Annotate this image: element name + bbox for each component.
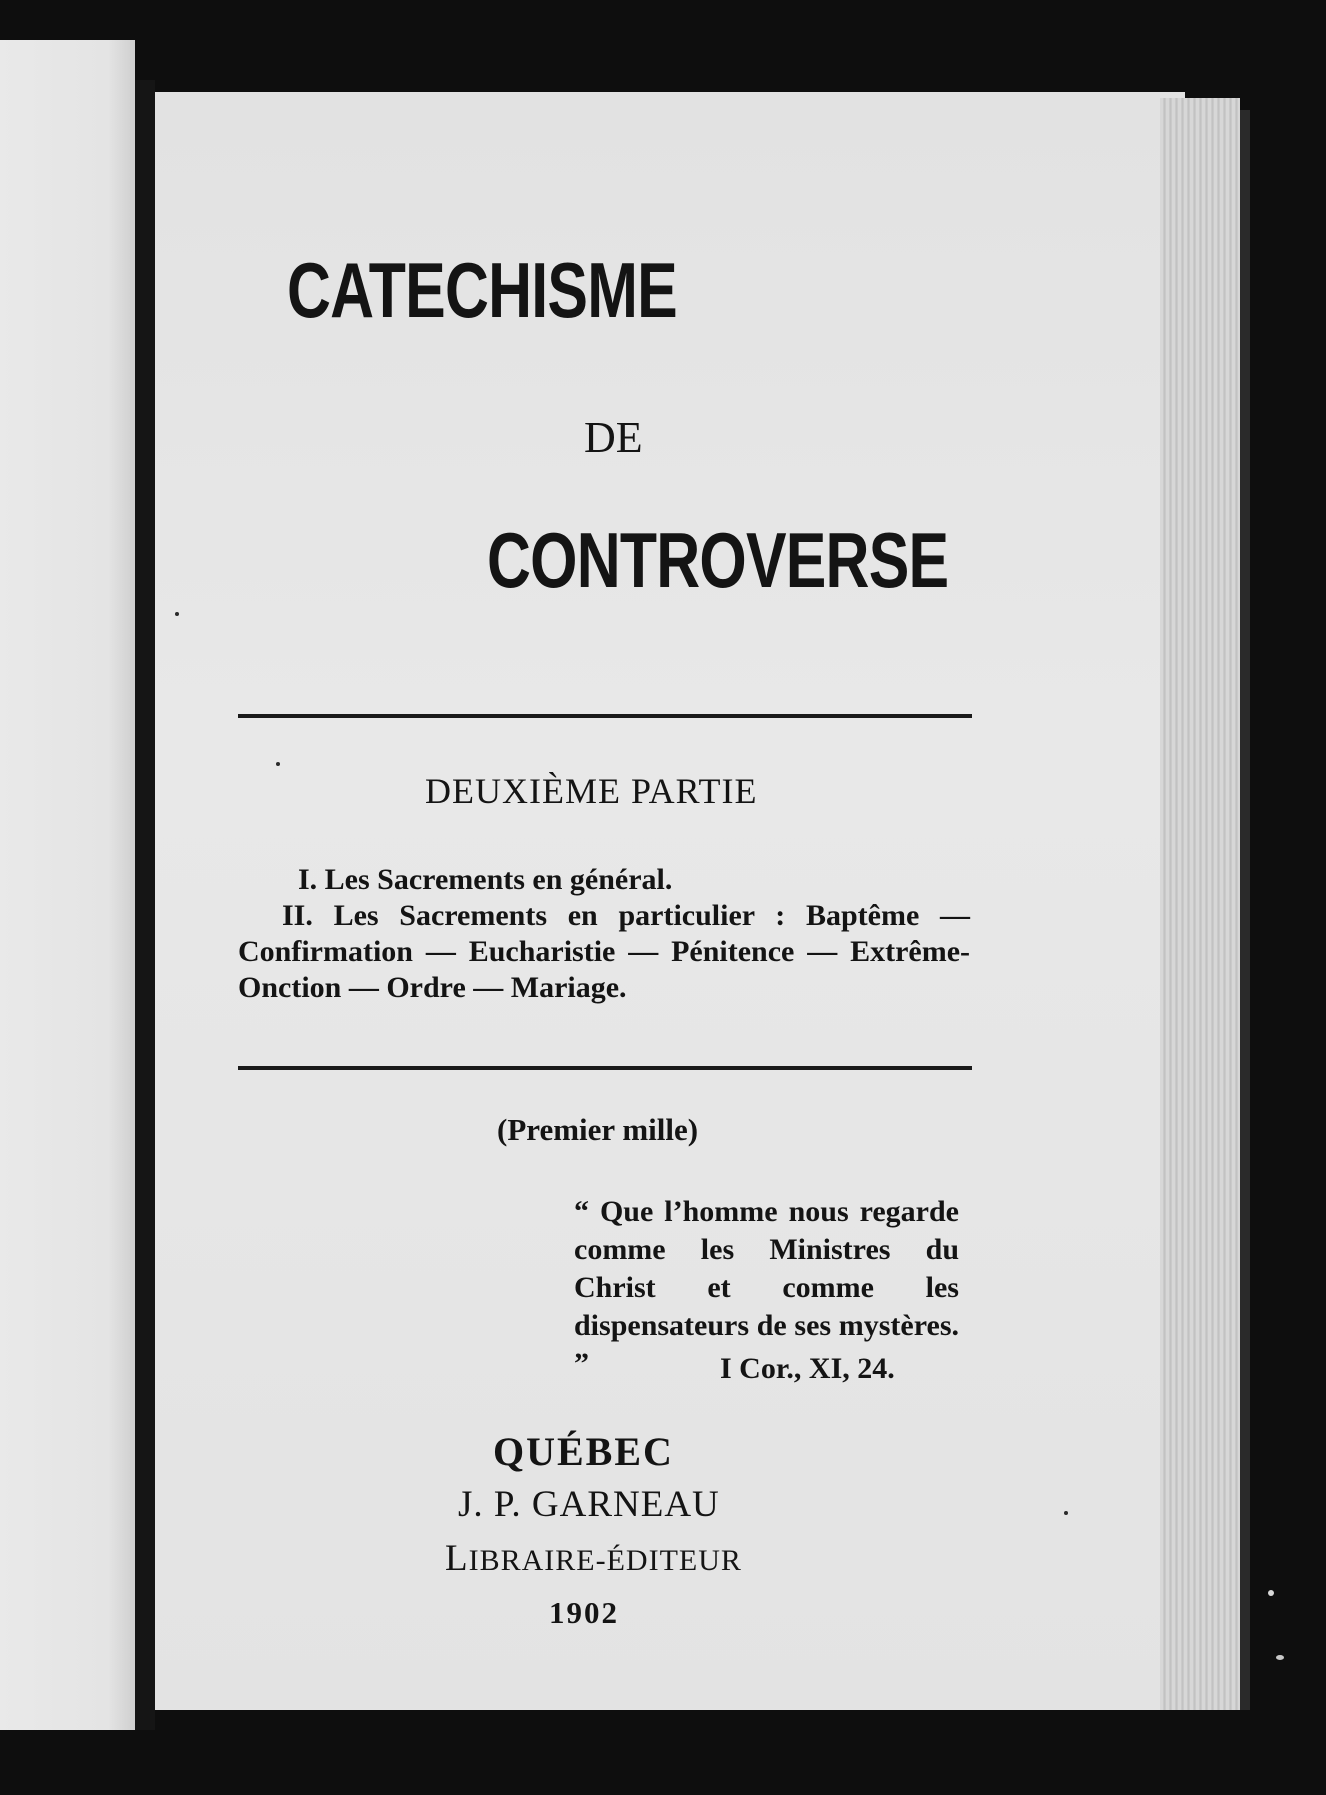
imprint-role-rest: IBRAIRE-ÉDITEUR <box>468 1544 742 1577</box>
cover-edge <box>1240 110 1250 1710</box>
page-edges <box>1160 98 1240 1710</box>
divider-rule-top <box>238 714 972 718</box>
title-line-3: CONTROVERSE <box>487 516 949 604</box>
scan-speck <box>1276 1655 1284 1660</box>
contents-item-1: I. Les Sacrements en général. <box>298 863 673 896</box>
imprint-year: 1902 <box>549 1595 619 1630</box>
title-line-1: CATECHISME <box>287 246 677 334</box>
contents-list <box>238 862 970 1006</box>
epigraph-citation: I Cor., XI, 24. <box>720 1352 895 1385</box>
title-line-2: DE <box>584 413 643 462</box>
imprint-role <box>445 1537 742 1580</box>
contents-item-2: II. Les Sacrements en particulier : Baptême — Confirmation — Eucharistie — Pénitence — Extrême-Onction — Ordre — Mariage. <box>238 899 970 1004</box>
scan-speck <box>1268 1590 1274 1596</box>
scan-speck <box>1064 1511 1068 1515</box>
imprint-role-initial: L <box>445 1538 469 1579</box>
imprint-city: QUÉBEC <box>493 1429 674 1474</box>
part-heading: DEUXIÈME PARTIE <box>425 771 758 811</box>
epigraph-text: “ Que l’homme nous regarde comme les Ministres du Christ et comme les dispensateurs de ses mystères. ” <box>574 1195 959 1380</box>
left-facing-page <box>0 40 135 1730</box>
scan-speck <box>175 612 179 616</box>
edition-note: (Premier mille) <box>497 1112 699 1147</box>
imprint-publisher: J. P. GARNEAU <box>458 1484 720 1525</box>
divider-rule-bottom <box>238 1066 972 1070</box>
scan-speck <box>276 762 280 766</box>
book-spine <box>135 80 155 1730</box>
